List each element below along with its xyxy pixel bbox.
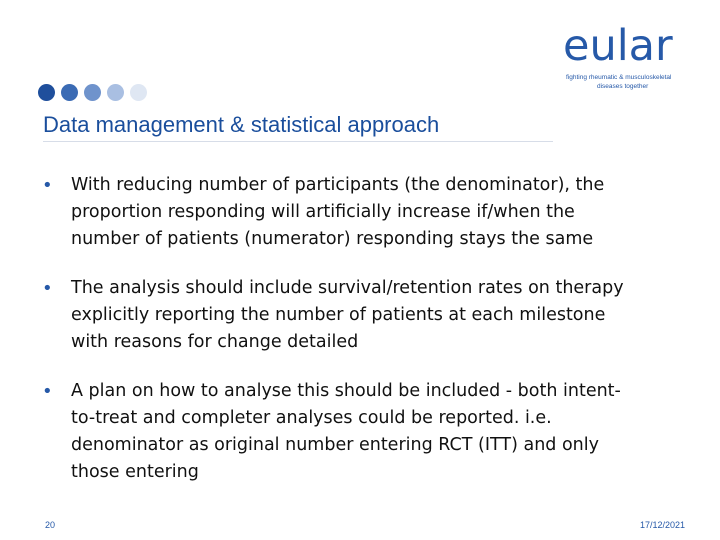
bullet-item	[42, 275, 702, 356]
bullet-line: to-treat and completer analyses could be reported. i.e.	[71, 408, 552, 428]
dot-3	[84, 84, 101, 101]
footer-date: 17/12/2021	[640, 520, 686, 530]
bullet-line: With reducing number of participants (the denominator), the	[71, 175, 605, 195]
bullet-line: number of patients (numerator) responding stays the same	[71, 229, 594, 249]
bullet-line: denominator as original number entering RCT (ITT) and only	[71, 435, 599, 455]
bullet-line: The analysis should include survival/retention rates on therapy	[71, 278, 624, 298]
bullet-line: those entering	[71, 462, 199, 482]
bullet-item	[42, 172, 702, 253]
bullet-item	[42, 378, 702, 486]
bullet-line: with reasons for change detailed	[71, 332, 359, 352]
dot-2	[61, 84, 78, 101]
page-number: 20	[45, 520, 56, 530]
dot-5	[130, 84, 147, 101]
dot-4	[107, 84, 124, 101]
bullet-line: explicitly reporting the number of patients at each milestone	[71, 305, 606, 325]
title-divider	[43, 141, 553, 142]
bullet-marker: •	[42, 175, 53, 196]
logo-tagline-line2: diseases together	[597, 83, 649, 90]
bullet-list	[42, 172, 702, 508]
dot-1	[38, 84, 55, 101]
bullet-line: A plan on how to analyse this should be included - both intent-	[71, 381, 621, 401]
logo-wordmark: eular	[563, 21, 673, 71]
bullet-line: proportion responding will artificially increase if/when the	[71, 202, 575, 222]
bullet-marker: •	[42, 278, 53, 299]
slide-title: Data management & statistical approach	[43, 112, 440, 137]
logo-tagline-line1: fighting rheumatic & musculoskeletal	[566, 74, 672, 81]
eular-logo	[563, 22, 703, 97]
bullet-marker: •	[42, 381, 53, 402]
